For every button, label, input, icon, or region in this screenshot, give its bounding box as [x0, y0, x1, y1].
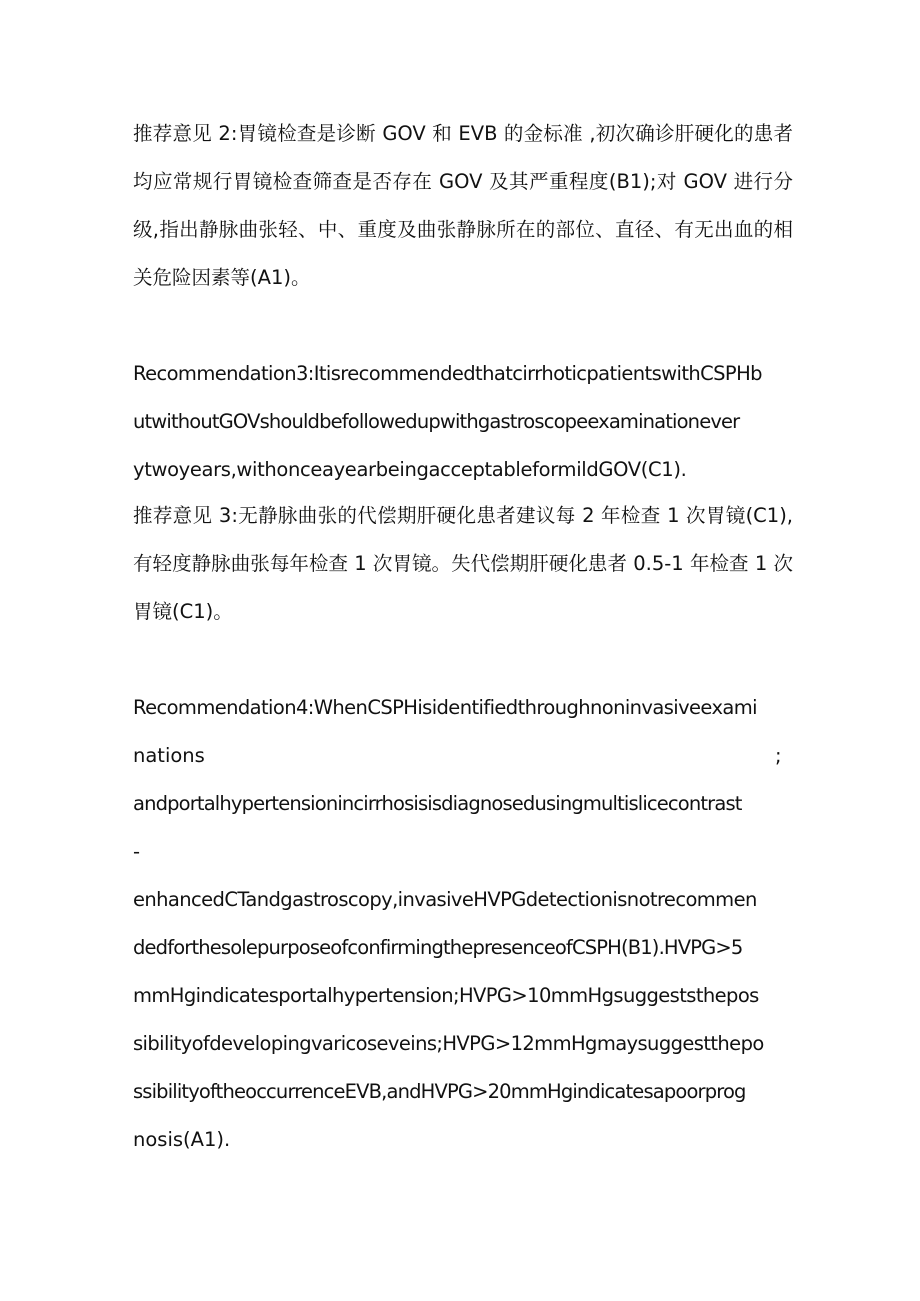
- rec2-cn-line-4: 关危险因素等(A1)。: [133, 266, 311, 289]
- rec3-en-line-2: utwithoutGOVshouldbefollowedupwithgastroscopeexaminationever: [133, 410, 740, 433]
- rec2-cn-line-3: 级,指出静脉曲张轻、中、重度及曲张静脉所在的部位、直径、有无出血的相: [133, 218, 793, 241]
- rec4-en-line-8: ssibilityoftheoccurrenceEVB,andHVPG>20mmHgindicatesapoorprog: [133, 1080, 746, 1103]
- rec4-en-line-4: enhancedCTandgastroscopy,invasiveHVPGdetectionisnotrecommen: [133, 888, 757, 911]
- rec4-en-line-1: Recommendation4:WhenCSPHisidentifiedthroughnoninvasiveexami: [133, 696, 757, 719]
- rec4-en-line-6: mmHgindicatesportalhypertension;HVPG>10mmHgsuggeststhepos: [133, 984, 759, 1007]
- rec3-en-line-3: ytwoyears,withonceayearbeingacceptableformildGOV(C1).: [133, 458, 687, 481]
- rec4-en-hyphen: -: [133, 840, 141, 863]
- rec4-en-line-3: andportalhypertensionincirrhosisisdiagnosedusingmultislicecontrast: [133, 792, 742, 815]
- rec2-cn-line-1: 推荐意见 2:胃镜检查是诊断 GOV 和 EVB 的金标准 ,初次确诊肝硬化的患者: [133, 122, 793, 145]
- rec4-en-semicolon: ;: [775, 744, 782, 767]
- rec3-en-line-1: Recommendation3:ItisrecommendedthatcirrhoticpatientswithCSPHb: [133, 362, 762, 385]
- rec3-cn-line-3: 胃镜(C1)。: [133, 600, 233, 623]
- rec4-en-line-7: sibilityofdevelopingvaricoseveins;HVPG>12mmHgmaysuggestthepo: [133, 1032, 764, 1055]
- rec4-en-line-2: nations: [133, 744, 205, 767]
- rec3-cn-line-2: 有轻度静脉曲张每年检查 1 次胃镜。失代偿期肝硬化患者 0.5-1 年检查 1 次: [133, 552, 793, 575]
- rec4-en-line-5: dedforthesolepurposeofconfirmingthepresenceofCSPH(B1).HVPG>5: [133, 936, 743, 959]
- rec2-cn-line-2: 均应常规行胃镜检查筛查是否存在 GOV 及其严重程度(B1);对 GOV 进行分: [133, 170, 793, 193]
- rec3-cn-line-1: 推荐意见 3:无静脉曲张的代偿期肝硬化患者建议每 2 年检查 1 次胃镜(C1),: [133, 504, 793, 527]
- rec4-en-line-9: nosis(A1).: [133, 1128, 231, 1151]
